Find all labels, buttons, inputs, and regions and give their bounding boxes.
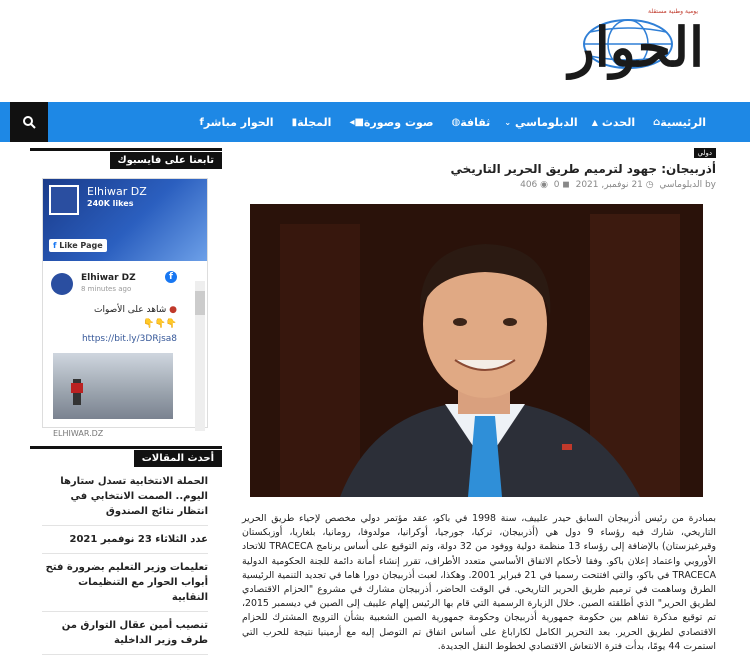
view-count: 406 [520, 180, 538, 190]
facebook-icon: f [165, 271, 177, 283]
logo-tagline: يومية وطنية مستقلة [648, 8, 698, 15]
chevron-down-icon: ⌄ [504, 117, 512, 127]
fb-page-avatar[interactable] [49, 185, 79, 215]
fb-post-author[interactable]: Elhiwar DZ [81, 273, 136, 283]
nav-item-diplomat[interactable] [504, 116, 577, 129]
avatar[interactable] [51, 273, 73, 295]
author-link[interactable]: الدبلوماسي [659, 180, 703, 190]
widget-title-recent [30, 446, 222, 468]
fb-post-image[interactable] [53, 353, 173, 419]
category-badge[interactable]: دولي [694, 148, 716, 158]
search-button[interactable] [10, 102, 48, 142]
facebook-icon: f [199, 116, 204, 128]
nav-item-magazine[interactable] [288, 116, 332, 129]
fb-post-emojis: 👇👇👇 [143, 319, 177, 329]
fb-post-text [94, 305, 177, 315]
fb-cover[interactable] [43, 179, 207, 261]
article-title: أذربيجان: جهود لترميم طريق الحرير التاريخي [450, 162, 716, 176]
comment-icon: ◼ [562, 180, 570, 190]
by-label: by [704, 180, 716, 190]
main-navigation [0, 102, 750, 142]
fb-post-text-value: شاهد على الأصوات [94, 305, 167, 315]
nav-item-home[interactable] [649, 116, 706, 129]
video-icon: ■◂ [349, 116, 364, 128]
nav-item-video[interactable] [345, 116, 433, 129]
nav-label: الرئيسية [660, 115, 706, 129]
fb-page-name[interactable]: Elhiwar DZ [87, 185, 147, 198]
widget-title-text: تابعنا على فايسبوك [110, 152, 223, 169]
fb-likes-count: 240K likes [87, 199, 134, 208]
nav-item-culture[interactable] [448, 116, 491, 129]
scrollbar-thumb[interactable] [195, 291, 205, 315]
recent-posts-widget [30, 446, 222, 655]
nav-label: الحدث [601, 115, 636, 129]
site-logo[interactable] [534, 8, 704, 86]
fb-like-page-button[interactable] [49, 239, 107, 252]
recent-list [42, 468, 208, 655]
fb-post-time[interactable]: 8 minutes ago [81, 285, 132, 293]
widget-title-text: أحدث المقالات [134, 450, 222, 467]
list-item[interactable]: تعليمات وزير التعليم بضرورة فتح أبواب الحوار مع التنظيمات النقابية [42, 554, 208, 612]
fb-like-label: Like Page [59, 241, 103, 250]
list-item[interactable]: عدد الثلاثاء 23 نوفمبر 2021 [42, 526, 208, 554]
nav-label: المجلة [297, 115, 332, 129]
portrait-illustration [250, 204, 703, 497]
list-item[interactable]: الحملة الانتخابية تسدل ستارها اليوم.. الصمت الانتخابي في انتظار نتائج الصندوق [42, 468, 208, 526]
nav-item-event[interactable] [592, 116, 635, 129]
article-photo [250, 204, 703, 497]
eye-icon: ◉ [540, 180, 549, 190]
facebook-icon: f [53, 241, 60, 250]
site-header [0, 0, 750, 100]
nav-label: صوت وصورة [363, 115, 434, 129]
home-icon: ⌂ [653, 116, 661, 128]
widget-title-facebook [30, 148, 222, 170]
nav-label: ثقافة [460, 115, 491, 129]
article-meta [520, 180, 716, 190]
post-date: 21 نوفمبر, 2021 [575, 180, 643, 190]
fb-scrollbar[interactable] [195, 281, 205, 431]
article-body: بمبادرة من رئيس أذربيجان السابق حيدر علييف، سنة 1998 في باكو، عقد مؤتمر دولي مخصص لإحياء طريق الحرير التاريخي، شارك فيه رؤساء 9 دول هي (أذربيجان، تركيا، جورجيا، أوكرانيا، مولدوفا، رومانيا، بلغاريا، أوزبكستان وقيرغيزستان) بالإضافة إلى رؤساء 13 منظمة دولية ووفود من 32 دولة، وتم التوقيع على أساس برنامج TRACECA للاتحاد الأوروبي واعتماد إعلان باكو. وفقا لأحكام الاتفاق الأساسي متعدد الأطراف، تقرر إنشاء أمانة دائمة للجنة الحكومية الدولية TRACECA في باكو، والتي افتتحت رسميا في 21 فبراير 2001. وهكذا، لعبت أذربيجان دورا هاما في تجديد التنمية الرئيسية الطرق وساهمت في ترميم طريق الحرير التاريخي. في الوقت الحاضر، أذربيجان مشارك في مشروع "الحزام الاقتصادي لطريق الحرير" الذي أطلقته الصين. خلال الزيارة الرسمية التي قام بها الرئيس إلهام علييف إلى الصين في ديسمبر 2015، تم توقيع مذكرة تفاهم بين حكومة جمهورية أذربيجان وحكومة جمهورية الصين الشعبية بشأن الترويج المشترك للحزام الاقتصادي لطريق الحرير. بعد التحرير الكامل لكاراباغ على أساس اتفاق تم التوصل إليه مع أرمينيا نتيجة للحرب التي استمرت 44 يومًا، بدأت فترة الانتعاش الاقتصادي لخطوط النقل الجديدة. [242, 513, 716, 652]
red-dot-icon: ● [166, 305, 177, 315]
globe-icon: ◍ [451, 116, 461, 128]
book-icon: ▮ [291, 116, 298, 128]
list-item[interactable]: تنصيب أمين عقال التوارق من طرف وزير الداخلية [42, 612, 208, 655]
comment-count[interactable]: 0 [553, 180, 560, 190]
logo-text: الحوار [568, 15, 704, 79]
clock-icon: ◷ [645, 180, 654, 190]
fb-post-source: ELHIWAR.DZ [53, 429, 104, 438]
caret-icon: ▲ [591, 117, 598, 127]
nav-item-live[interactable] [195, 116, 273, 129]
sidebar [30, 148, 222, 655]
nav-label: الحوار مباشر [203, 115, 274, 129]
fb-post[interactable] [43, 261, 207, 438]
nav-label: الدبلوماسي [515, 115, 578, 129]
facebook-widget[interactable] [42, 178, 208, 438]
fb-post-link[interactable]: https://bit.ly/3DRjsa8 [81, 334, 177, 344]
search-icon [22, 115, 36, 129]
person-figure [71, 383, 83, 393]
